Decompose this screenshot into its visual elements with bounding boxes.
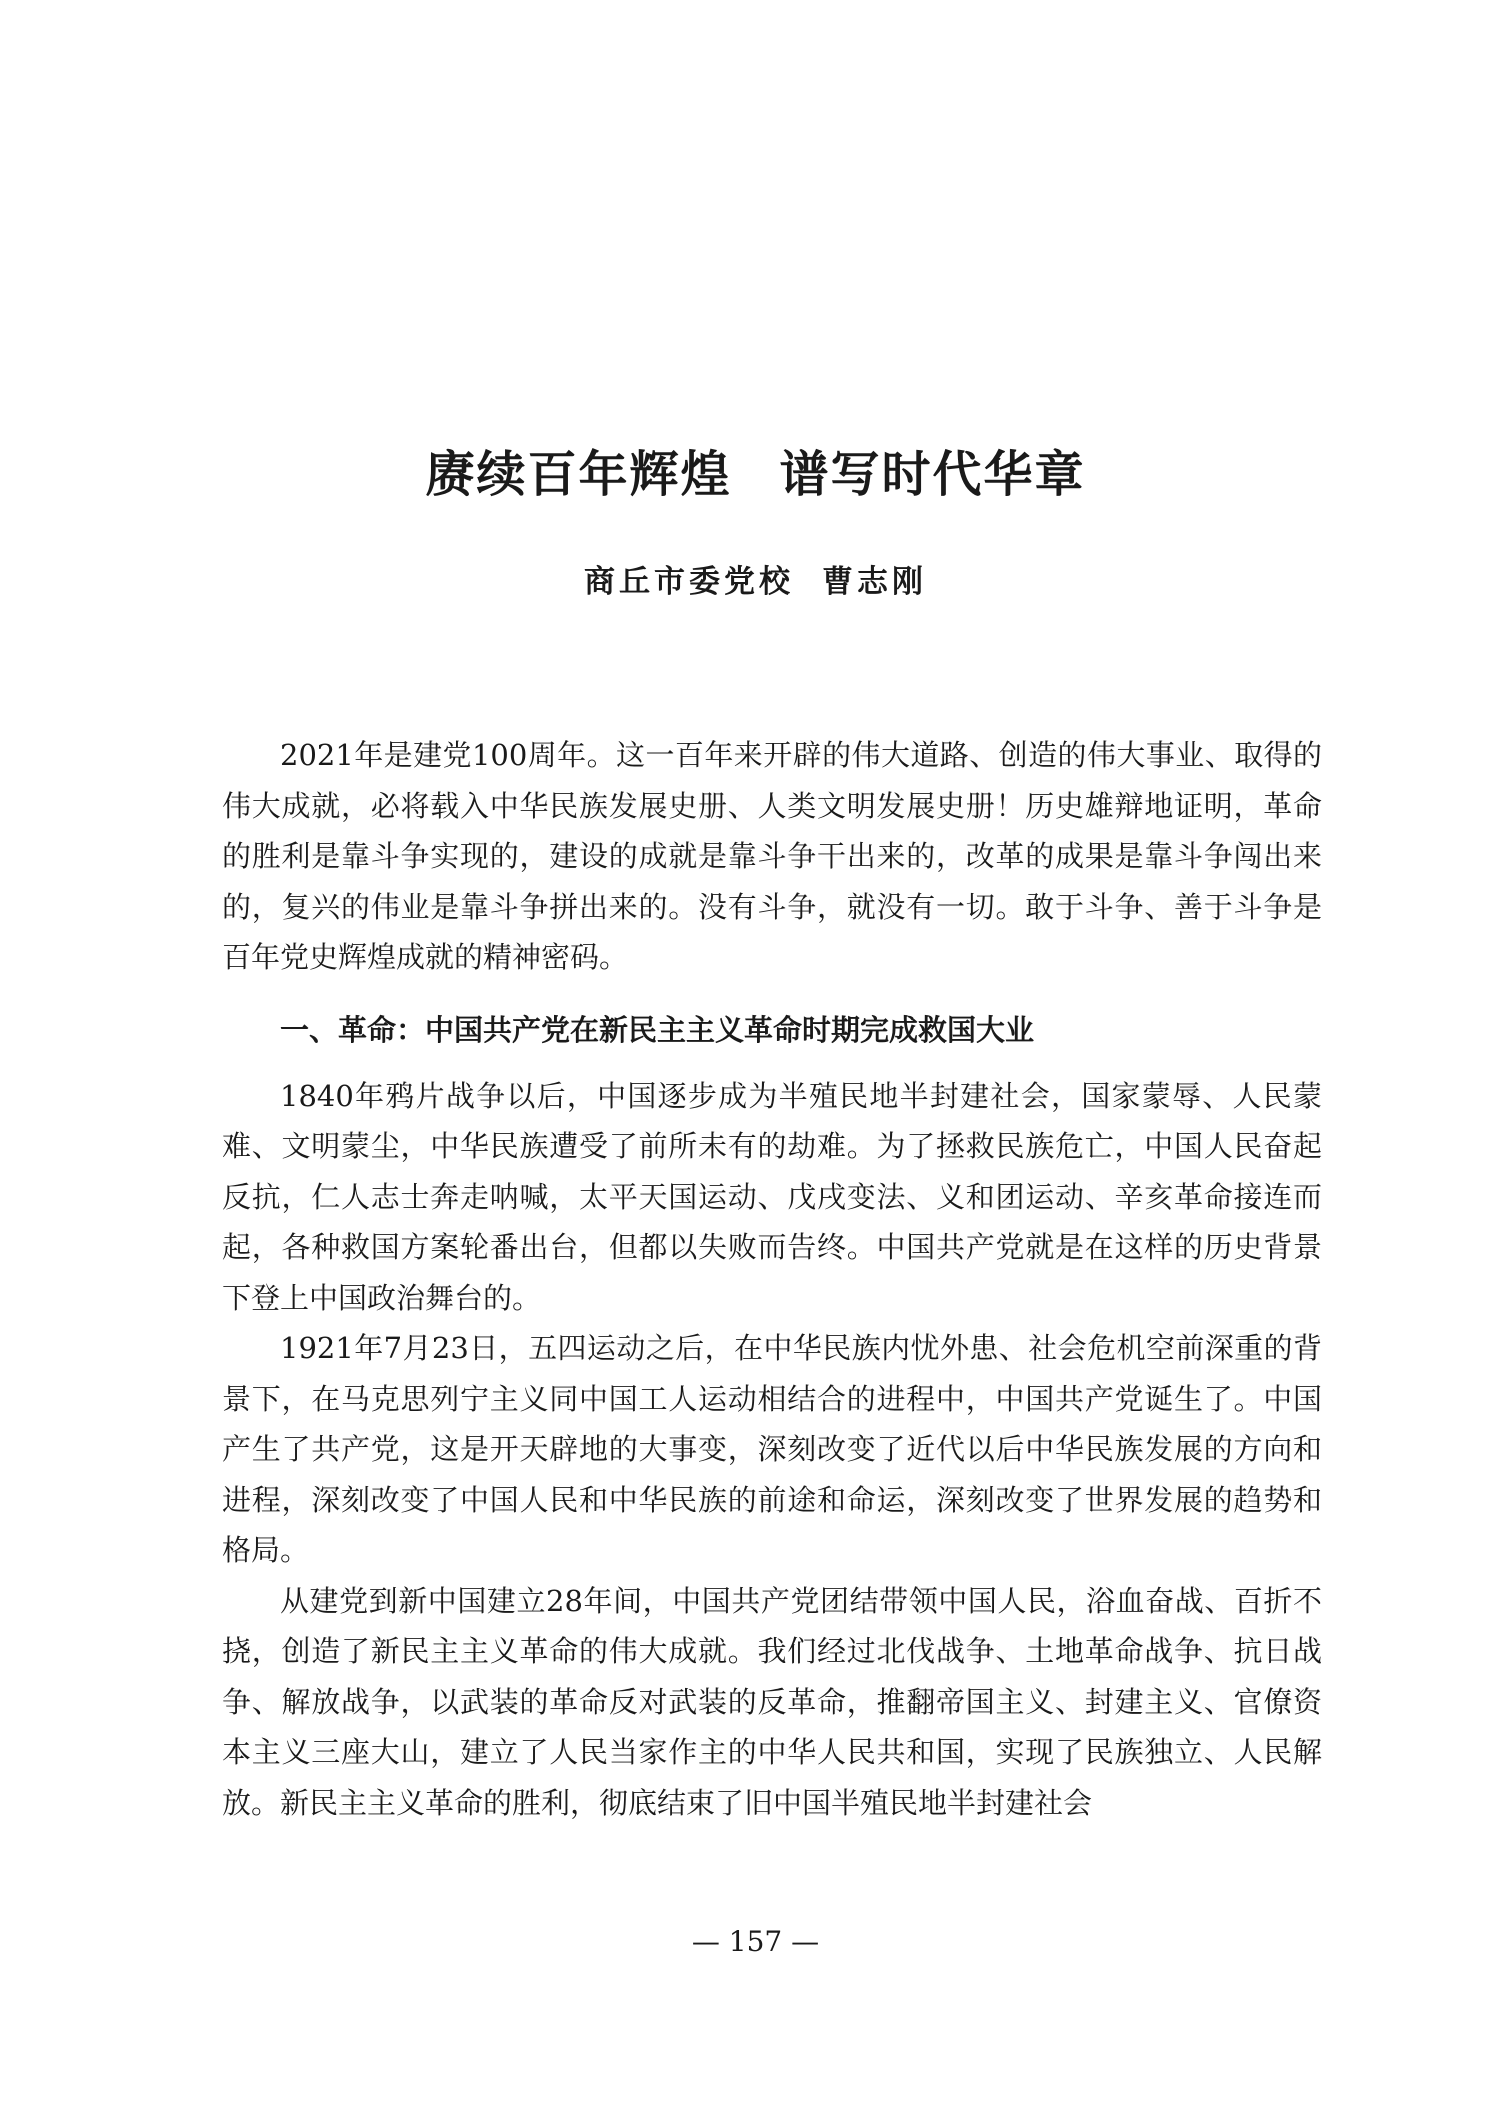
body-paragraph: 1921年7月23日，五四运动之后，在中华民族内忧外患、社会危机空前深重的背景下，在马克思列宁主义同中国工人运动相结合的进程中，中国共产党诞生了。中国产生了共产党，这是开天辟地的大事变，深刻改变了近代以后中华民族发展的方向和进程，深刻改变了中国人民和中华民族的前途和命运，深刻改变了世界发展的趋势和格局。 [222, 1331, 1322, 1567]
section-heading: 一、革命：中国共产党在新民主主义革命时期完成救国大业 [280, 1012, 1035, 1047]
page-number: — 157 — [691, 1925, 820, 1958]
author-name: 曹志刚 [822, 564, 927, 600]
body-paragraph: 从建党到新中国建立28年间，中国共产党团结带领中国人民，浴血奋战、百折不挠，创造了新民主主义革命的伟大成就。我们经过北伐战争、土地革命战争、抗日战争、解放战争，以武装的革命反对武装的反革命，推翻帝国主义、封建主义、官僚资本主义三座大山，建立了人民当家作主的中华人民共和国，实现了民族独立、人民解放。新民主主义革命的胜利，彻底结束了旧中国半殖民地半封建社会 [222, 1583, 1322, 1820]
title-part-2: 谱写时代华章 [779, 445, 1086, 503]
title-part-1: 赓续百年辉煌 [425, 445, 732, 503]
article-body [222, 730, 1322, 1828]
author-organization: 商丘市委党校 [584, 564, 794, 600]
body-paragraph: 1840年鸦片战争以后，中国逐步成为半殖民地半封建社会，国家蒙辱、人民蒙难、文明蒙尘，中华民族遭受了前所未有的劫难。为了拯救民族危亡，中国人民奋起反抗，仁人志士奔走呐喊，太平天国运动、戊戌变法、义和团运动、辛亥革命接连而起，各种救国方案轮番出台，但都以失败而告终。中国共产党就是在这样的历史背景下登上中国政治舞台的。 [222, 1078, 1322, 1315]
intro-paragraph: 2021年是建党100周年。这一百年来开辟的伟大道路、创造的伟大事业、取得的伟大成就，必将载入中华民族发展史册、人类文明发展史册！历史雄辩地证明，革命的胜利是靠斗争实现的，建设的成就是靠斗争干出来的，改革的成果是靠斗争闯出来的，复兴的伟业是靠斗争拼出来的。没有斗争，就没有一切。敢于斗争、善于斗争是百年党史辉煌成就的精神密码。 [222, 738, 1322, 974]
article-title [0, 444, 1511, 504]
author-line [0, 562, 1511, 602]
